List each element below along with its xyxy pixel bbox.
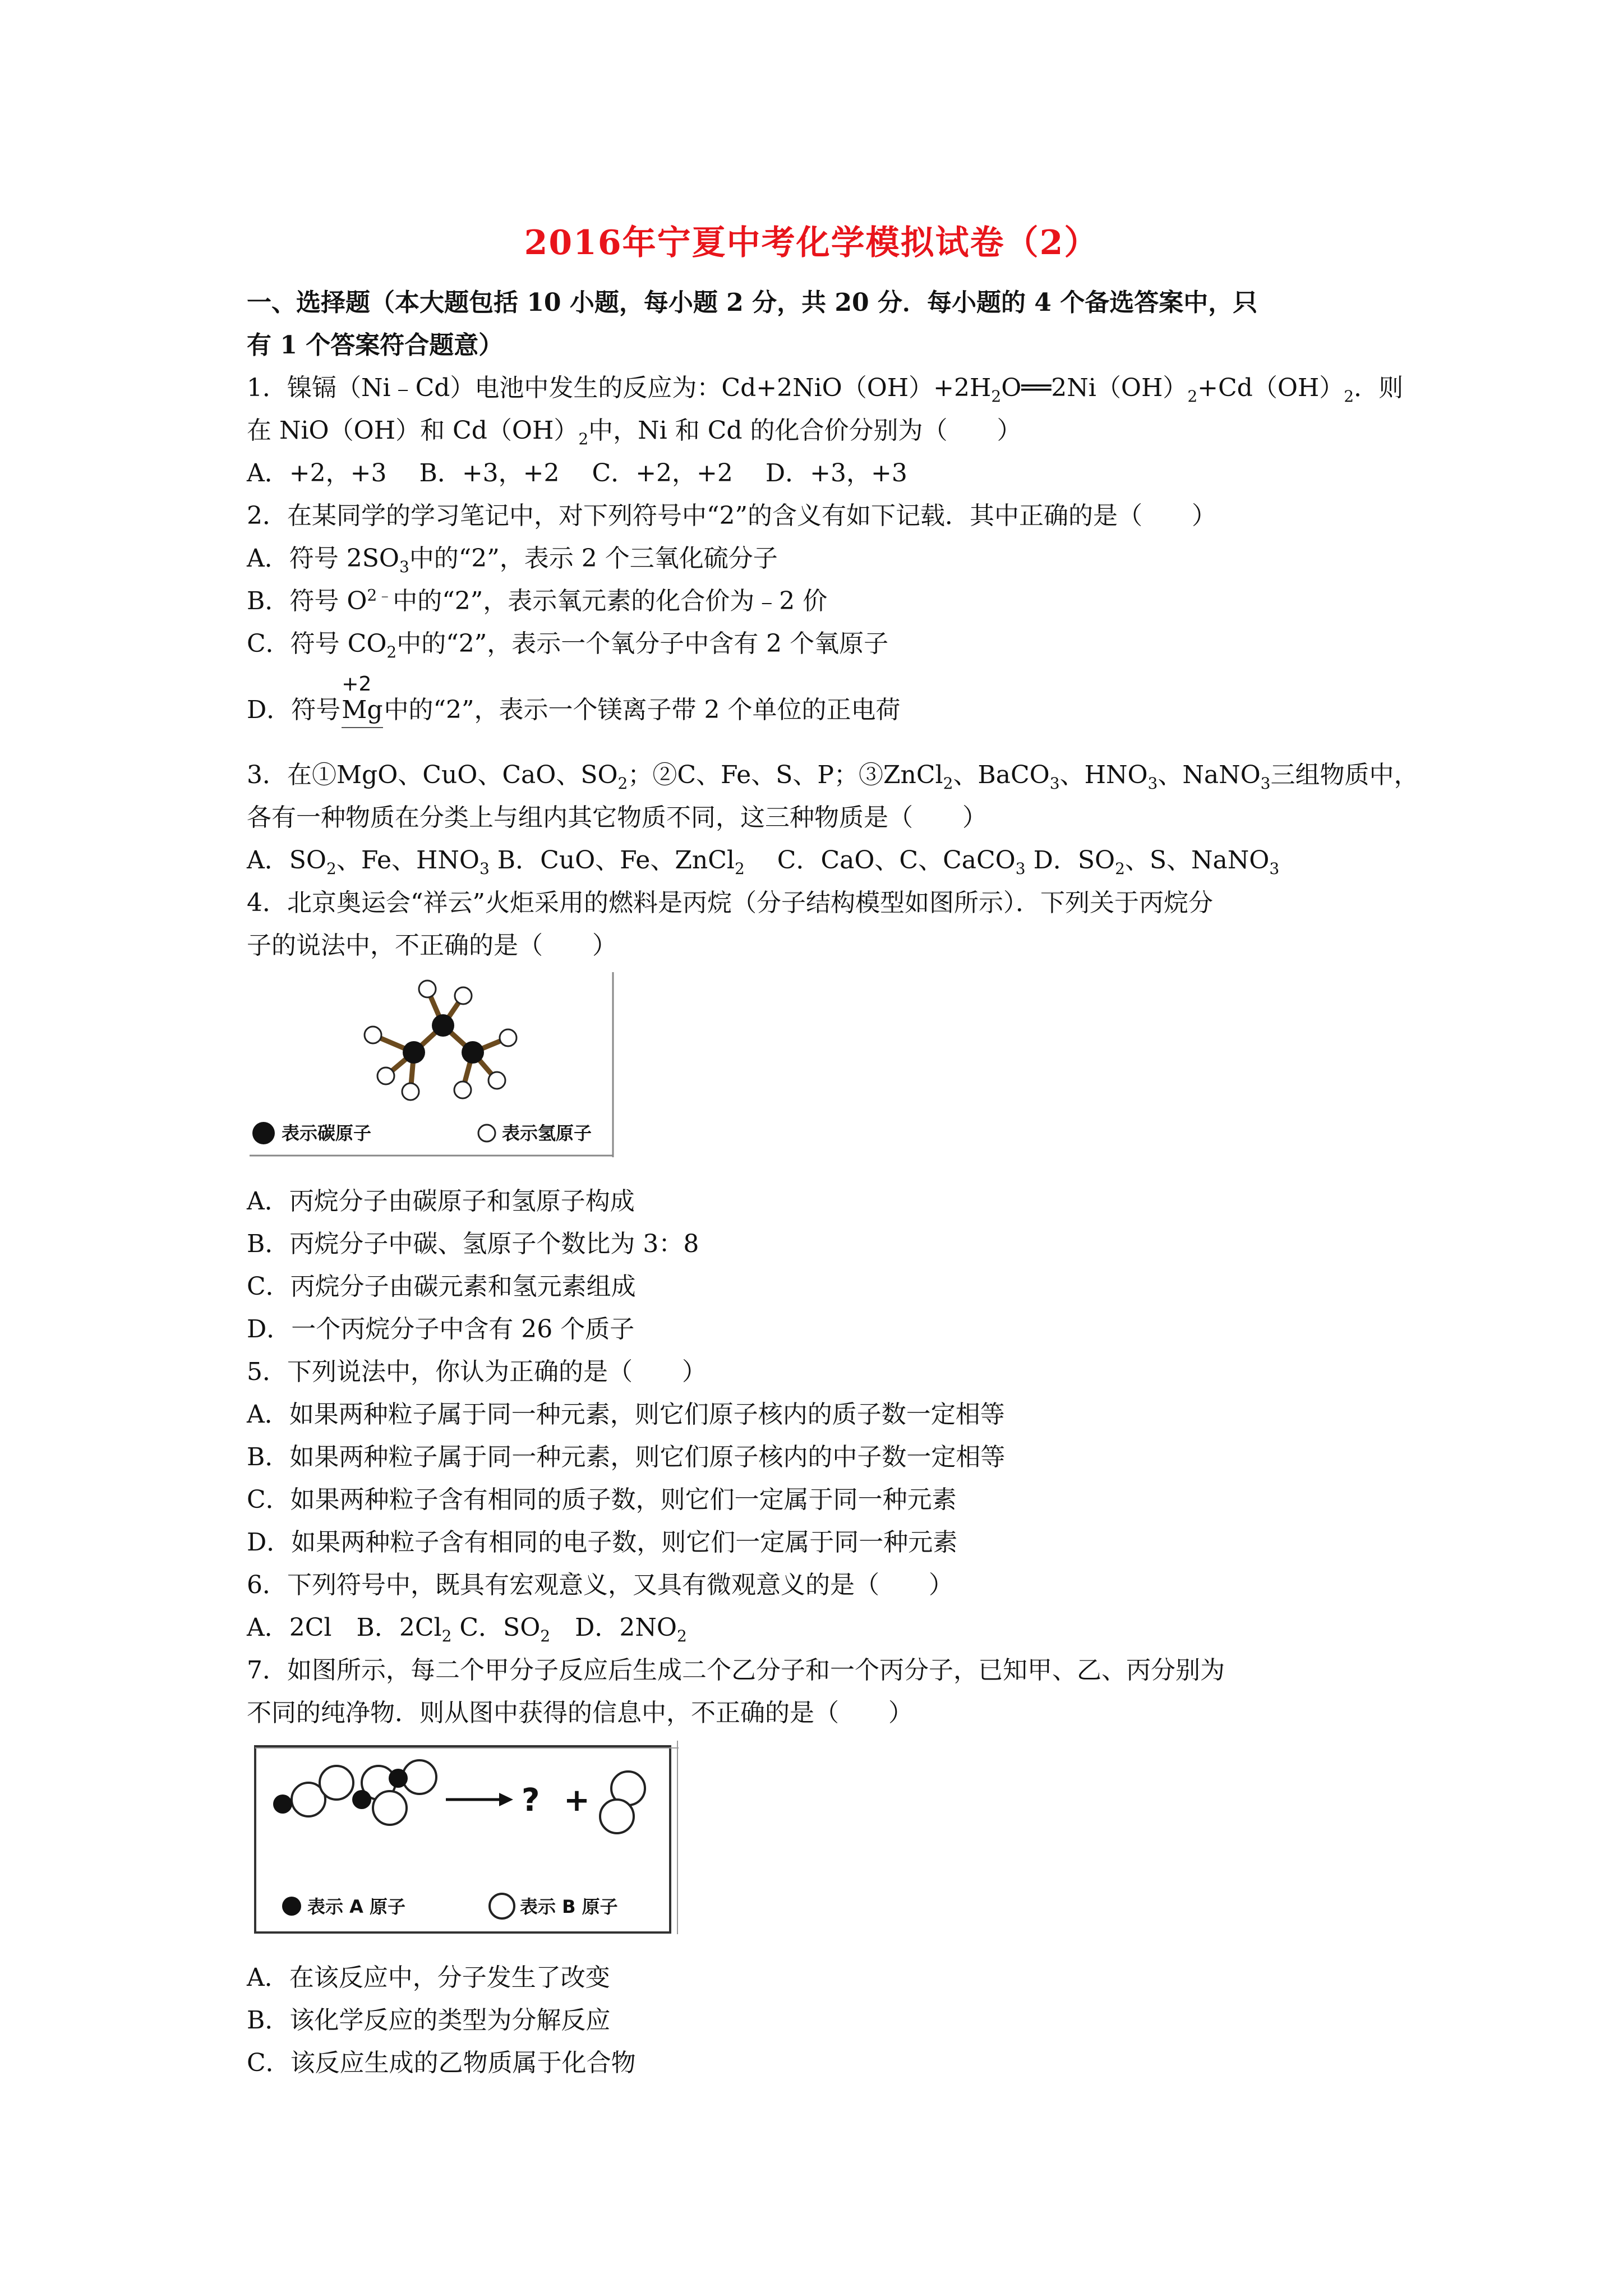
q2-option-d: D．符号 +2 Mg中的“2”，表示一个镁离子带 2 个单位的正电荷 <box>247 693 900 728</box>
section-header-line-1: 一、选择题（本大题包括 10 小题，每小题 2 分，共 20 分．每小题的 4 个备选答案中，只 <box>247 288 1258 317</box>
mg-valence-symbol: +2 Mg <box>342 693 382 728</box>
q5-option-a: A．如果两种粒子属于同一种元素，则它们原子核内的质子数一定相等 <box>247 1400 1005 1429</box>
q2-option-a: A．符号 $2SO_3$中的“2”，表示 2 个三氧化硫分子 <box>247 544 778 576</box>
legend-carbon-dot <box>252 1122 275 1144</box>
reaction-arrow-head <box>499 1793 513 1806</box>
legend-hydrogen-label: 表示氢原子 <box>502 1122 592 1144</box>
q4-option-d: D．一个丙烷分子中含有 26 个质子 <box>247 1315 635 1343</box>
propane-molecule-figure <box>247 969 617 1160</box>
q3-stem-line-1: 3．在①MgO、CuO、CaO、$SO_2$；②C、Fe、S、P；③ZnCl$_2$、BaCO$_3$、$HNO_3$、NaNO$_3$三组物质中， <box>247 761 1419 793</box>
product-b2-molecule <box>600 1772 645 1833</box>
q2-option-c: C．符号 $CO_2$中的“2”，表示一个氧分子中含有 2 个氧原子 <box>247 629 889 661</box>
q4-option-c: C．丙烷分子由碳元素和氢元素组成 <box>247 1272 636 1301</box>
q5-stem: 5．下列说法中，你认为正确的是（ ） <box>247 1358 707 1386</box>
q3-stem-line-2: 各有一种物质在分类上与组内其它物质不同，这三种物质是（ ） <box>247 803 987 832</box>
q7-option-a: A．在该反应中，分子发生了改变 <box>247 1963 610 1992</box>
q2-stem: 2．在某同学的学习笔记中，对下列符号中“2”的含义有如下记载．其中正确的是（ ） <box>247 501 1216 530</box>
q2-option-b: B．符号 $O^{2﹣}$中的“2”，表示氧元素的化合价为﹣2 价 <box>247 586 828 615</box>
q5-option-c: C．如果两种粒子含有相同的质子数，则它们一定属于同一种元素 <box>247 1485 957 1514</box>
q3-options: A．$SO_2$、Fe、$HNO_3$ B．CuO、Fe、ZnCl$_2$ C．CaO、C、CaCO$_3$ D．$SO_2$、S、NaNO$_3$ <box>247 846 1280 878</box>
legend-hydrogen-dot <box>478 1125 495 1142</box>
q4-option-a: A．丙烷分子由碳原子和氢原子构成 <box>247 1187 635 1216</box>
q5-option-b: B．如果两种粒子属于同一种元素，则它们原子核内的中子数一定相等 <box>247 1443 1006 1471</box>
q4-stem-line-2: 子的说法中，不正确的是（ ） <box>247 931 617 960</box>
q6-stem: 6．下列符号中，既具有宏观意义，又具有微观意义的是（ ） <box>247 1571 953 1599</box>
unknown-product-mark: ? <box>522 1782 540 1819</box>
q1-stem-line-2: 在 NiO（OH）和 $Cd(OH)_2$中，Ni 和 Cd 的化合价分别为（ ） <box>247 416 1022 448</box>
q4-stem-line-1: 4．北京奥运会“祥云”火炬采用的燃料是丙烷（分子结构模型如图所示）．下列关于丙烷分 <box>247 889 1213 917</box>
q7-option-c: C．该反应生成的乙物质属于化合物 <box>247 2049 636 2077</box>
legend-b-label: 表示 B 原子 <box>520 1896 618 1917</box>
carbon-atoms <box>403 1014 484 1064</box>
q7-stem-line-1: 7．如图所示，每二个甲分子反应后生成二个乙分子和一个丙分子，已知甲、乙、丙分别为 <box>247 1656 1225 1685</box>
legend-carbon-label: 表示碳原子 <box>282 1122 372 1144</box>
q7-option-b: B．该化学反应的类型为分解反应 <box>247 2006 611 2035</box>
exam-title: 2016年宁夏中考化学模拟试卷（2） <box>524 223 1099 263</box>
q5-option-d: D．如果两种粒子含有相同的电子数，则它们一定属于同一种元素 <box>247 1528 958 1557</box>
q1-stem-line-1: 1．镍镉（Ni﹣Cd）电池中发生的反应为：$Cd+2NiO(OH)+2H_2O══2Ni(OH)_2+Cd(OH)_2$．则 <box>247 374 1404 406</box>
q4-option-b: B．丙烷分子中碳、氢原子个数比为 3：8 <box>247 1230 699 1258</box>
legend-b-dot <box>490 1894 514 1918</box>
plus-sign: + <box>564 1782 590 1819</box>
reaction-diagram-figure <box>247 1738 679 1941</box>
q6-options: A．2Cl B．$2Cl_2$ C．$SO_2$ D．$2NO_2$ <box>247 1613 687 1645</box>
legend-a-label: 表示 A 原子 <box>307 1896 406 1917</box>
legend-a-dot <box>282 1897 301 1916</box>
q1-options: A．+2，+3 B．+3，+2 C．+2，+2 D．+3，+3 <box>247 459 907 487</box>
q7-stem-line-2: 不同的纯净物．则从图中获得的信息中，不正确的是（ ） <box>247 1699 913 1727</box>
section-header-line-2: 有 1 个答案符合题意） <box>247 331 504 360</box>
